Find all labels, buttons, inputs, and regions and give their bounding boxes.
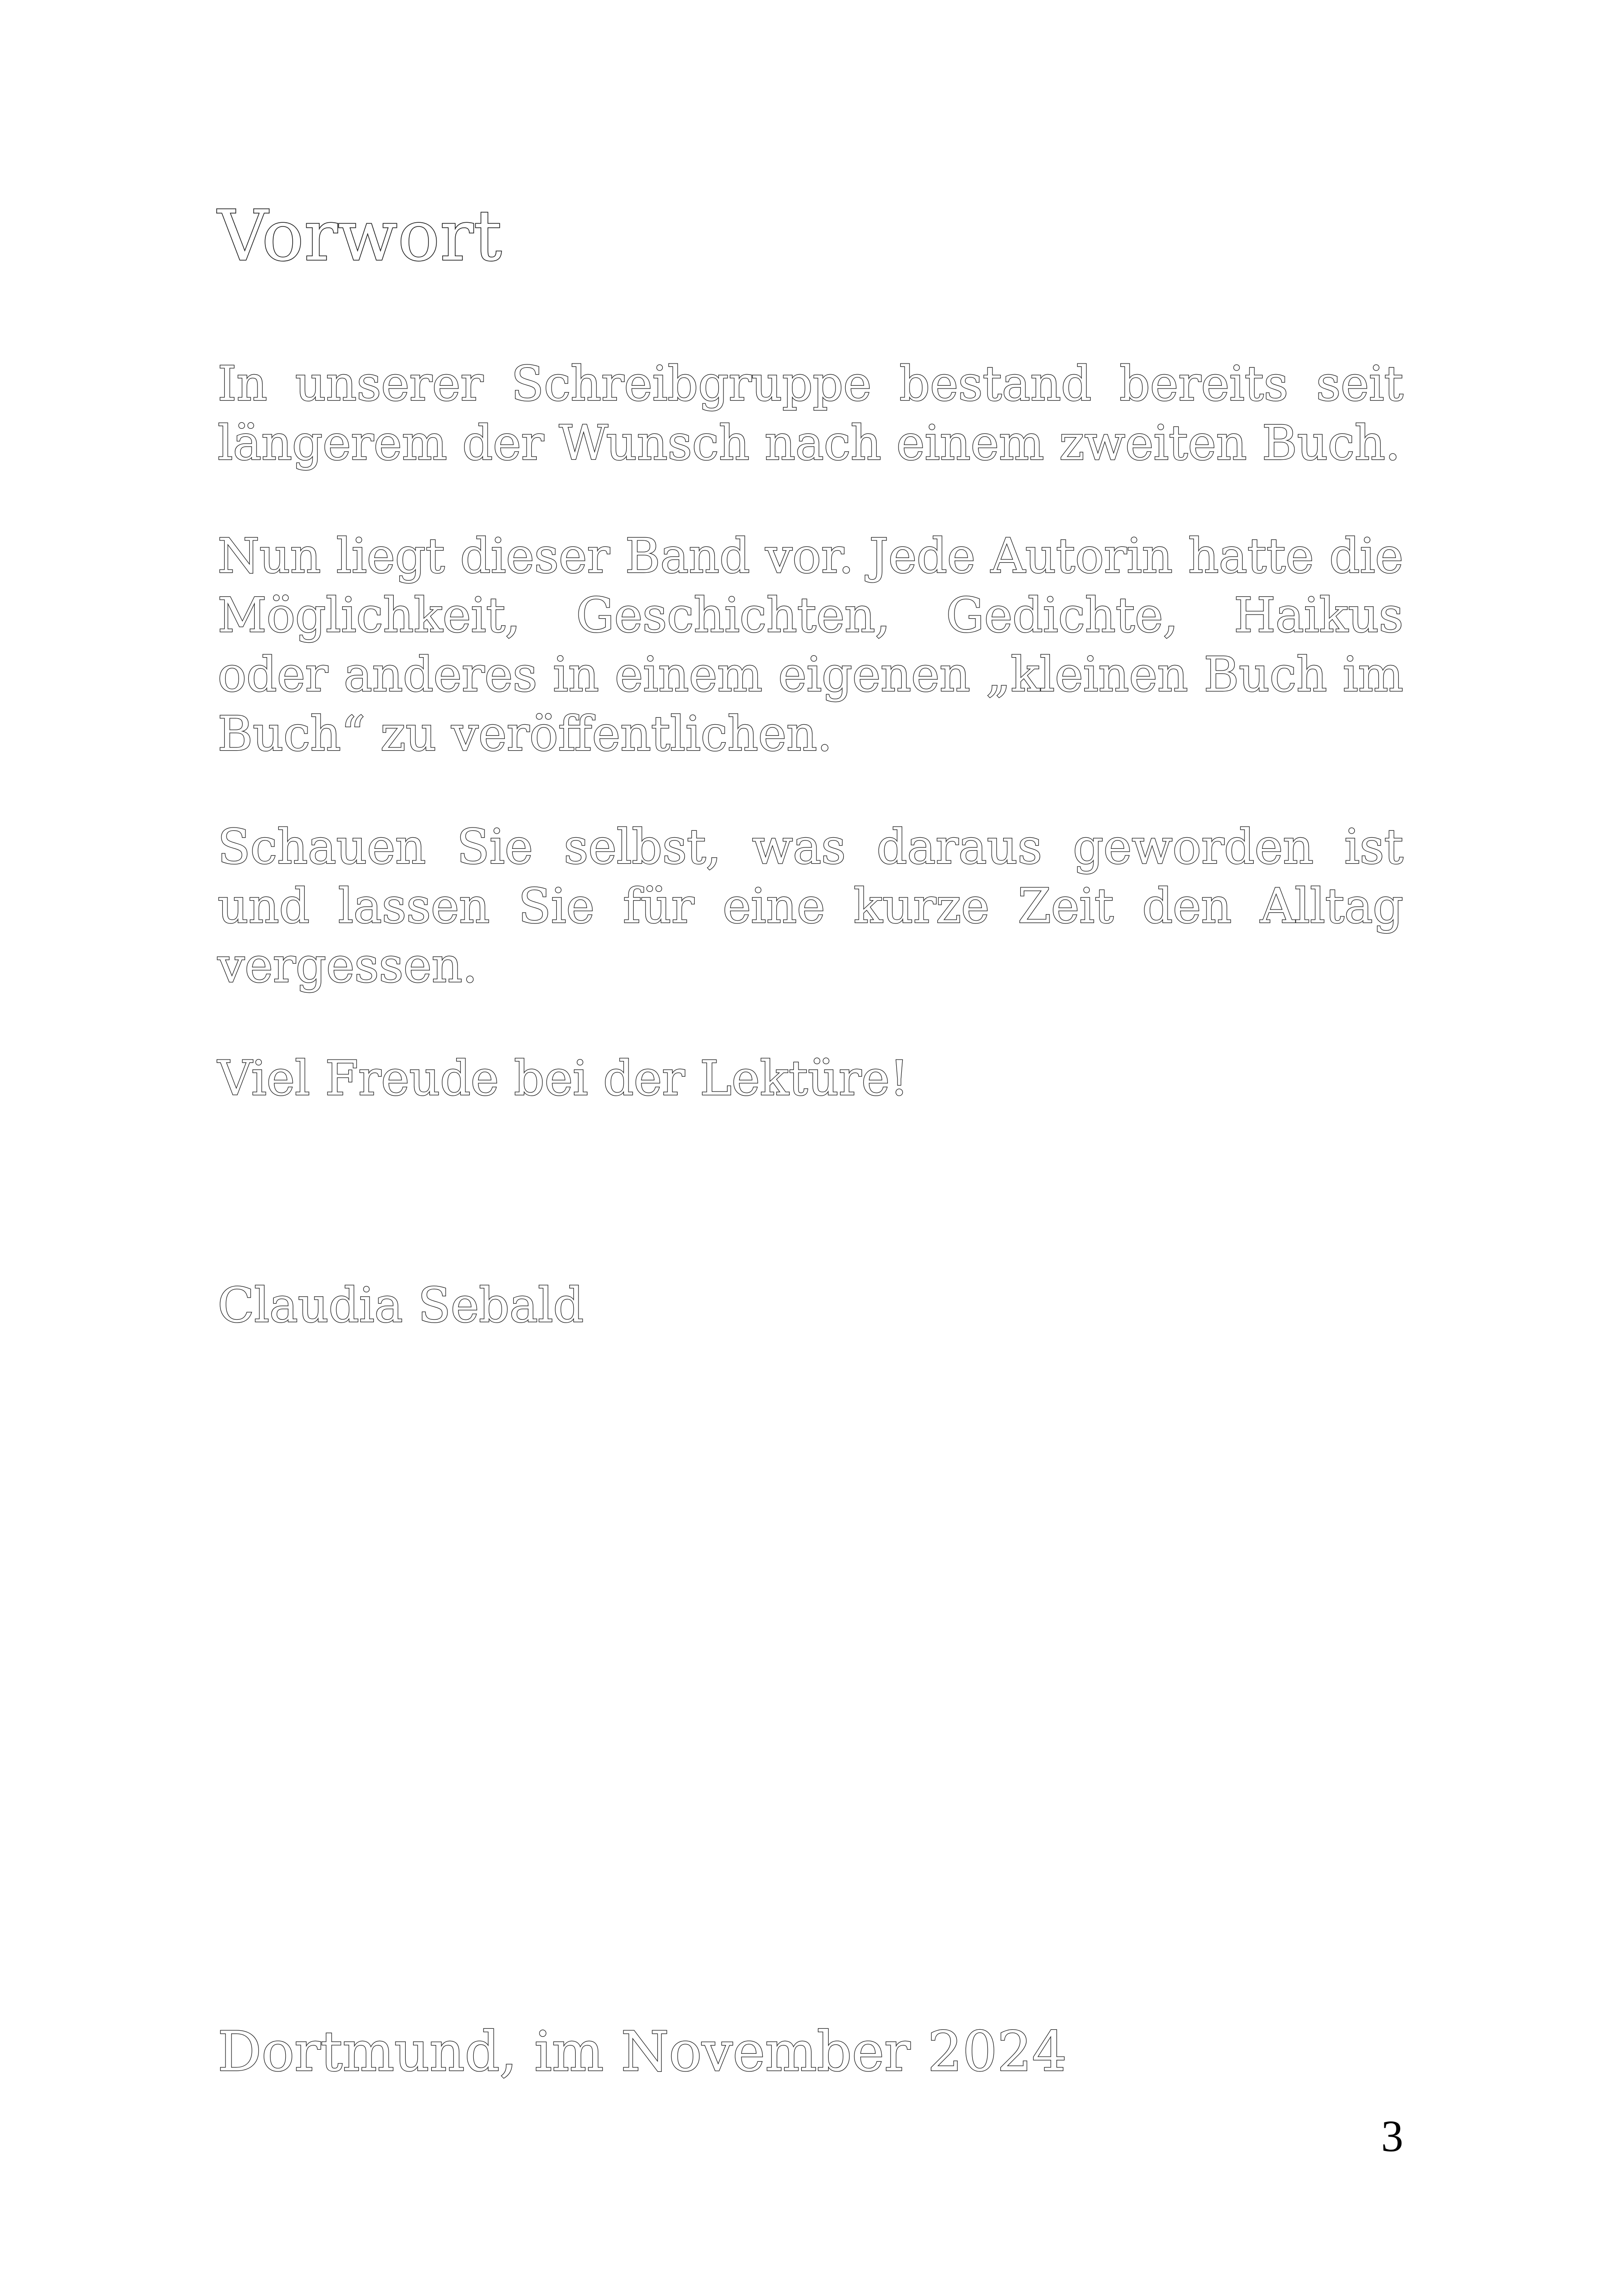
page-title: Vorwort — [218, 196, 503, 276]
paragraph-volume: Nun liegt dieser Band vor. Jede Autorin hatte die Möglichkeit, Geschichten, Gedichte, Haikus oder anderes in einem eigenen „kleinen Buch im Buch“ zu veröffentlichen. — [218, 528, 1403, 762]
page-number: 3 — [1381, 2111, 1403, 2161]
paragraph-wish: In unserer Schreibgruppe bestand bereits seit längerem der Wunsch nach einem zweiten Buch. — [218, 356, 1403, 471]
place-date: Dortmund, im November 2024 — [218, 2020, 1067, 2083]
paragraph-closing: Viel Freude bei der Lektüre! — [218, 1051, 909, 1106]
paragraph-invitation: Schauen Sie selbst, was daraus geworden ist und lassen Sie für eine kurze Zeit den Alltag vergessen. — [218, 819, 1403, 993]
author-signature: Claudia Sebald — [218, 1278, 584, 1333]
